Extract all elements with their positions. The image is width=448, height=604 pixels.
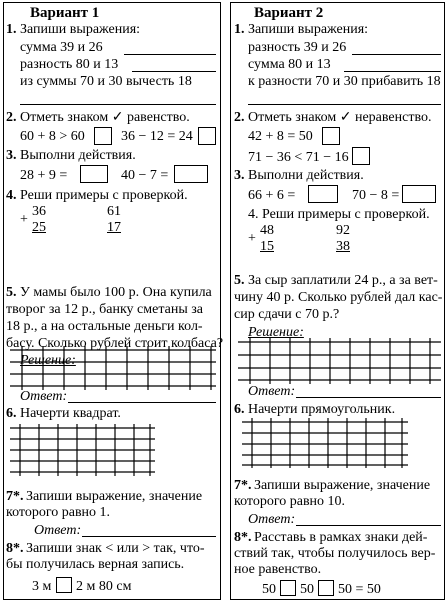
task-1-text: Запиши выражения: [20, 22, 141, 37]
check-box[interactable] [322, 127, 340, 145]
answer-box[interactable] [80, 165, 108, 183]
answer-line[interactable] [296, 397, 441, 398]
task-6-text: Начерти квадрат. [20, 406, 121, 421]
grid-box[interactable] [242, 418, 408, 468]
answer-line[interactable] [344, 71, 441, 72]
task-5-line-2: чину 40 р. Сколько рублей дал кас- [234, 290, 443, 305]
task-3-eq-2: 70 − 8 = [352, 188, 400, 203]
answer-label: Ответ: [20, 389, 68, 404]
task-5-line-4: басу. Сколько рублей стоит колбаса? [6, 336, 224, 351]
task-5-line-3: 18 р., а на остальные деньги кол- [6, 319, 203, 334]
task-5-line-1: У мамы было 100 р. Она купила [20, 285, 212, 300]
task-8-number: 8*. [6, 541, 24, 556]
task-5-number: 5. [234, 273, 245, 288]
task-3-eq-1: 66 + 6 = [248, 188, 296, 203]
task-5-line-2: творог за 12 р., банку сметаны за [6, 302, 203, 317]
task-1-item-1: разность 39 и 26 [248, 40, 347, 55]
task-2-eq-1: 60 + 8 > 60 [20, 129, 85, 144]
answer-line[interactable] [132, 71, 216, 72]
task-3-eq-1: 28 + 9 = [20, 168, 68, 183]
answer-box[interactable] [402, 185, 436, 203]
answer-label: Ответ: [248, 512, 296, 527]
example-1-top: 48 [260, 223, 274, 238]
sign-box[interactable] [56, 577, 72, 593]
task-3-text: Выполни действия. [20, 148, 136, 163]
task-2-text: Отметь знаком ✓ равенство. [20, 110, 190, 125]
task-2-eq-2: 36 − 12 = 24 [121, 129, 193, 144]
task-6-number: 6. [234, 402, 245, 417]
task-8-number-2: 50 [300, 582, 314, 597]
task-7-line-2: которого равно 10. [234, 494, 346, 509]
example-2-top: 61 [107, 204, 121, 219]
task-7-number: 7*. [234, 478, 252, 493]
task-8-line-2: ствий так, чтобы получилось вер- [234, 546, 436, 561]
task-6-number: 6. [6, 406, 17, 421]
task-8-line-2: бы получилась верная запись. [6, 557, 185, 572]
task-8-result: 50 = 50 [338, 582, 381, 597]
task-6-text: Начерти прямоугольник. [248, 402, 396, 417]
task-5-line-1: За сыр заплатили 24 р., а за вет- [248, 273, 438, 288]
task-3-eq-2: 40 − 7 = [121, 168, 169, 183]
answer-label: Ответ: [34, 523, 82, 538]
example-1-bottom: 15 [260, 239, 274, 254]
task-8-left: 3 м [32, 579, 52, 594]
answer-line[interactable] [248, 104, 441, 105]
task-8-line-1: Расставь в рамках знаки дей- [254, 530, 428, 545]
task-7-line-1: Запиши выражение, значение [254, 478, 431, 493]
example-2-bottom: 17 [107, 220, 121, 235]
check-box[interactable] [94, 127, 112, 145]
task-8-right: 2 м 80 см [76, 579, 132, 594]
answer-label: Ответ: [248, 384, 296, 399]
task-5-number: 5. [6, 285, 17, 300]
task-2-eq-1: 42 + 8 = 50 [248, 129, 313, 144]
plus-sign: + [20, 212, 28, 227]
solution-label: Решение: [20, 353, 76, 368]
example-1-top: 36 [32, 204, 46, 219]
answer-box[interactable] [174, 165, 208, 183]
answer-line[interactable] [68, 402, 216, 403]
example-1-bottom: 25 [32, 220, 46, 235]
task-2-number: 2. [6, 110, 17, 125]
example-2-bottom: 38 [336, 239, 350, 254]
variant-1-title: Вариант 1 [30, 5, 100, 21]
task-7-line-1: Запиши выражение, значение [26, 489, 203, 504]
grid-box[interactable] [10, 424, 155, 476]
task-3-text: Выполни действия. [248, 168, 364, 183]
task-8-line-3: ное равенство. [234, 562, 322, 577]
solution-label: Решение: [248, 325, 304, 340]
task-4-number: 4. [6, 188, 17, 203]
task-7-number: 7*. [6, 489, 24, 504]
task-1-item-3: из суммы 70 и 30 вычесть 18 [20, 74, 192, 89]
task-8-line-1: Запиши знак < или > так, что- [26, 541, 205, 556]
task-8-number: 8*. [234, 530, 252, 545]
task-1-item-2: сумма 80 и 13 [248, 57, 331, 72]
task-8-number-1: 50 [262, 582, 276, 597]
answer-line[interactable] [124, 54, 216, 55]
task-1-item-3: к разности 70 и 30 прибавить 18 [248, 74, 441, 89]
grid-box[interactable] [238, 338, 441, 384]
answer-box[interactable] [308, 185, 338, 203]
example-2-top: 92 [336, 223, 350, 238]
check-box[interactable] [352, 147, 370, 165]
task-1-number: 1. [234, 22, 245, 37]
task-3-number: 3. [6, 148, 17, 163]
task-1-item-2: разность 80 и 13 [20, 57, 119, 72]
task-2-eq-2: 71 − 36 < 71 − 16 [248, 150, 349, 165]
task-2-number: 2. [234, 110, 245, 125]
task-7-line-2: которого равно 1. [6, 505, 111, 520]
sign-box[interactable] [318, 580, 334, 596]
task-5-line-3: сир сдачи с 70 р.? [234, 307, 340, 322]
check-box[interactable] [198, 127, 216, 145]
task-1-item-1: сумма 39 и 26 [20, 40, 103, 55]
answer-line[interactable] [352, 54, 441, 55]
sign-box[interactable] [280, 580, 296, 596]
task-3-number: 3. [234, 168, 245, 183]
answer-line[interactable] [82, 536, 216, 537]
answer-line[interactable] [20, 104, 216, 105]
variant-2-title: Вариант 2 [254, 5, 324, 21]
task-2-text: Отметь знаком ✓ неравенство. [248, 110, 432, 125]
answer-line[interactable] [296, 525, 441, 526]
grid-box[interactable] [10, 346, 216, 390]
task-4-text: Реши примеры с проверкой. [20, 188, 188, 203]
task-4-text: 4. Реши примеры с проверкой. [248, 207, 430, 222]
task-1-text: Запиши выражения: [248, 22, 369, 37]
task-1-number: 1. [6, 22, 17, 37]
plus-sign: + [248, 231, 256, 246]
